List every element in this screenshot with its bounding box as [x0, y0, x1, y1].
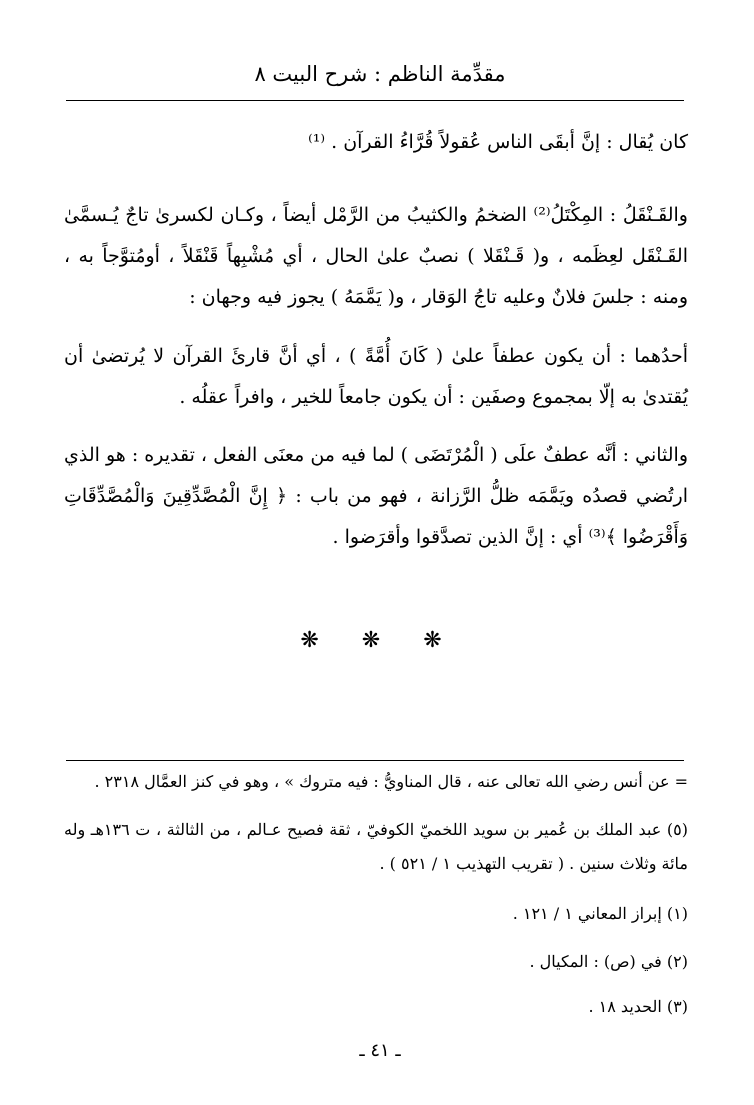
footnote-5: (٥) عبد الملك بن عُمير بن سويد اللخميّ الكوفيّ ، ثقة فصيح عـالم ، من الثالثة ، ت ١٣٦هـ وله مائة وثلاث سنين . ( تقريب التهذيب ١ / ٥٢١ ) .: [64, 820, 689, 873]
paragraph-2: والقَـنْقَلُ : المِكْتَلُ⁽²⁾ الضخمُ والكثيبُ من الرَّمْل أيضاً ، وكـان لكسرىٰ تاجٌ يُـسمَّىٰ القَـنْقَل لعِظَمه ، و( قَـنْقَلا ) نصبٌ علىٰ الحال ، أي مُشْبِهاً قَنْقَلاً ، أومُتوَّجاً به ، ومنه : جلسَ فلانٌ وعليه تاجُ الوَقار ، و( يَمَّمَهُ ) يجوز فيه وجهان :: [64, 204, 688, 308]
header-rule: [66, 100, 684, 101]
paragraph-3: أحدُهما : أن يكون عطفاً علىٰ ( كَانَ أُمَّةً ) ، أي أنَّ قارئَ القرآن لا يُرتضىٰ أن يُقتدىٰ به إلّا بمجموع وصفَين : أن يكون جامعاً للخير ، وافراً عقلُه .: [64, 345, 688, 408]
footnote-continuation: = عن أنس رضي الله تعالى عنه ، قال المناويُّ : فيه متروك » ، وهو في كنز العمَّال ٢٣١٨ .: [94, 772, 688, 791]
footnote-1: (١) إبراز المعاني ١ / ١٢١ .: [512, 904, 688, 923]
running-header: مقدِّمة الناظم : شرح البيت ٨: [254, 62, 506, 86]
paragraph-1: كان يُقال : إنَّ أبقَى الناس عُقولاً قُرَّاءُ القرآن . ⁽¹⁾: [308, 131, 688, 153]
footnote-2: (٢) في (ص) : المكيال .: [529, 952, 688, 971]
footnote-3: (٣) الحديد ١٨ .: [588, 997, 688, 1016]
page-number: ـ ٤١ ـ: [359, 1040, 401, 1061]
footnote-rule: [66, 760, 684, 761]
section-separator: ❋ ❋ ❋: [300, 628, 460, 653]
paragraph-4: والثاني : أنَّه عطفٌ علَى ( الْمُرْتَضَى ) لما فيه من معنَى الفعل ، تقديره : هو الذي ارتُضي قصدُه ويَمَّمَه ظلُّ الرَّزانة ، فهو من باب : ﴿ إِنَّ الْمُصَّدِّقِينَ وَالْمُصَّدِّقَاتِ وَأَقْرَضُوا ﴾⁽³⁾ أي : إنَّ الذين تصدَّقوا وأقرَضوا .: [64, 444, 688, 548]
